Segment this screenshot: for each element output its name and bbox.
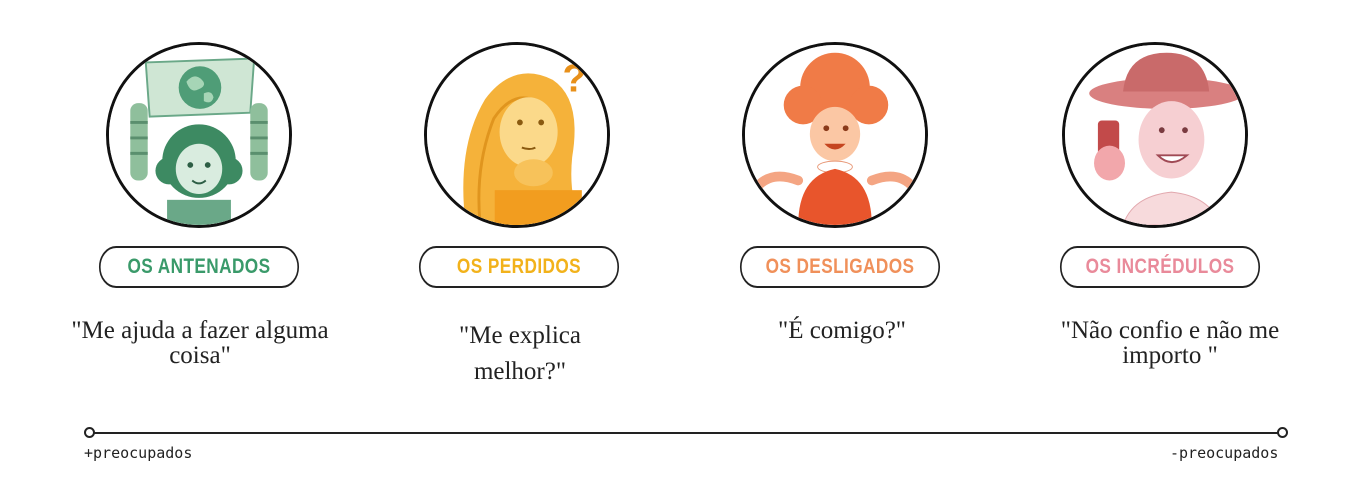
girl-holding-earth-flag-illustration xyxy=(106,42,292,228)
persona-title: OS ANTENADOS xyxy=(99,246,299,288)
man-with-hat-and-phone-illustration xyxy=(1062,42,1248,228)
svg-text:?: ? xyxy=(562,57,587,101)
persona-quote: "É comigo?" xyxy=(777,317,906,344)
shrugging-girl-illustration xyxy=(742,42,928,228)
scale-start-marker xyxy=(84,427,95,438)
persona-title: OS DESLIGADOS xyxy=(740,246,940,288)
persona-quote: "Me ajuda a fazer alguma coisa" xyxy=(71,317,329,369)
concern-scale-line xyxy=(90,432,1280,434)
scale-left-label: +preocupados xyxy=(84,444,193,462)
confused-girl-question-mark-illustration xyxy=(424,42,610,228)
scale-end-marker xyxy=(1277,427,1288,438)
scale-right-label: -preocupados xyxy=(1170,444,1279,462)
persona-quote: "Não confio e não me importo " xyxy=(1060,317,1280,369)
persona-title: OS PERDIDOS xyxy=(419,246,619,288)
persona-quote: "Me explica melhor?" xyxy=(459,322,581,385)
persona-title: OS INCRÉDULOS xyxy=(1060,246,1260,288)
